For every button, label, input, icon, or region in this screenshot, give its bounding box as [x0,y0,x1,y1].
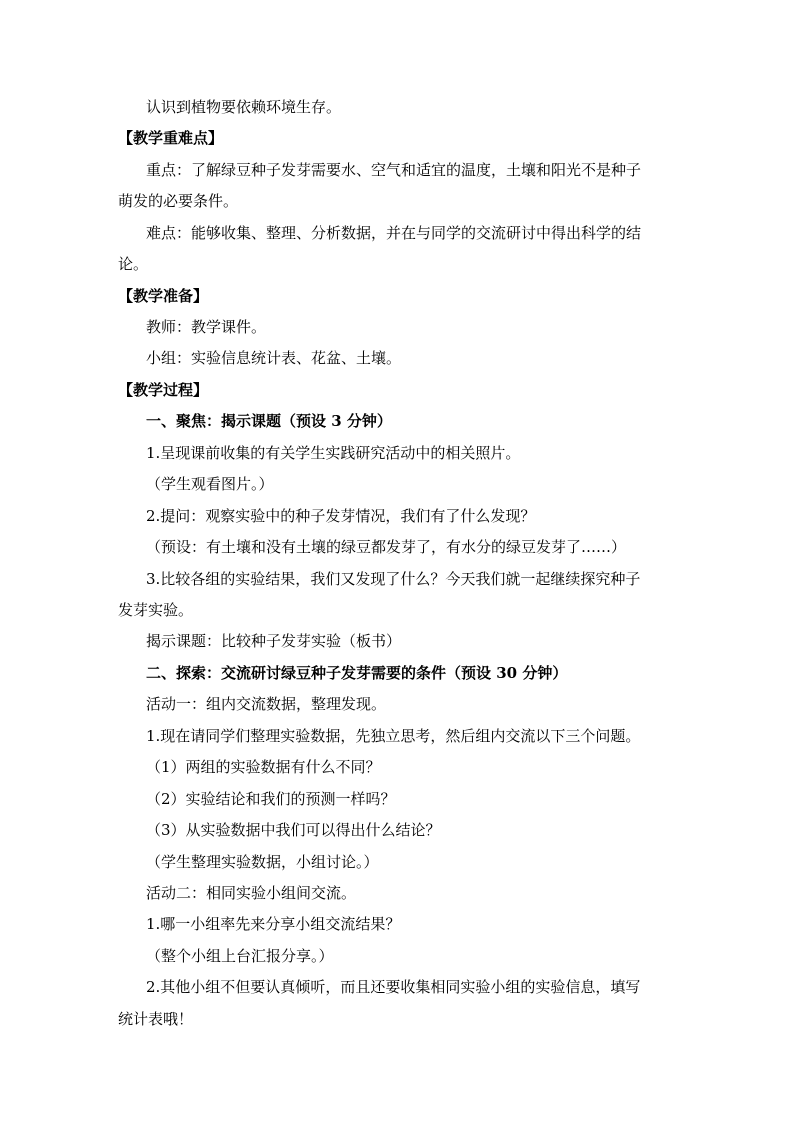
text-line: （2）实验结论和我们的预测一样吗？ [146,790,396,808]
text-line: 1.呈现课前收集的有关学生实践研究活动中的相关照片。 [146,444,521,462]
section-heading: 【教学重难点】 [118,129,224,147]
section-heading: 【教学准备】 [118,287,209,305]
text-line: 认识到植物要依赖环境生存。 [146,98,342,116]
text-line: （整个小组上台汇报分享。） [146,947,334,965]
subsection-heading: 二、探索：交流研讨绿豆种子发芽需要的条件（预设 30 分钟） [146,664,568,682]
text-line: 3.比较各组的实验结果，我们又发现了什么？今天我们就一起继续探究种子 [146,570,641,588]
text-line: 小组：实验信息统计表、花盆、土壤。 [146,349,402,367]
text-line: 教师：教学课件。 [146,318,267,336]
text-line: （3）从实验数据中我们可以得出什么结论？ [146,821,441,839]
text-line: 萌发的必要条件。 [118,192,239,210]
section-heading: 【教学过程】 [118,381,209,399]
text-line: 统计表哦！ [118,1010,194,1028]
text-line: 1.现在请同学们整理实验数据，先独立思考，然后组内交流以下三个问题。 [146,727,641,745]
text-line: 重点：了解绿豆种子发芽需要水、空气和适宜的温度，土壤和阳光不是种子 [146,161,642,179]
text-line: 发芽实验。 [118,601,194,619]
subsection-heading: 一、聚焦：揭示课题（预设 3 分钟） [146,412,392,430]
text-line: 1.哪一小组率先来分享小组交流结果？ [146,915,401,933]
text-line: 2.提问：观察实验中的种子发芽情况，我们有了什么发现？ [146,507,536,525]
text-line: （1）两组的实验数据有什么不同？ [146,758,381,776]
text-line: 揭示课题：比较种子发芽实验（板书） [146,632,402,650]
text-line: （学生整理实验数据，小组讨论。） [146,853,379,871]
text-line: （预设：有土壤和没有土壤的绿豆都发芽了，有水分的绿豆发芽了……） [146,538,627,556]
text-line: 活动一：组内交流数据，整理发现。 [146,695,387,713]
text-line: （学生观看图片。） [146,475,274,493]
text-line: 论。 [118,255,149,273]
text-line: 2.其他小组不但要认真倾听，而且还要收集相同实验小组的实验信息，填写 [146,978,641,996]
text-line: 活动二：相同实验小组间交流。 [146,884,357,902]
text-line: 难点：能够收集、整理、分析数据，并在与同学的交流研讨中得出科学的结 [146,224,642,242]
